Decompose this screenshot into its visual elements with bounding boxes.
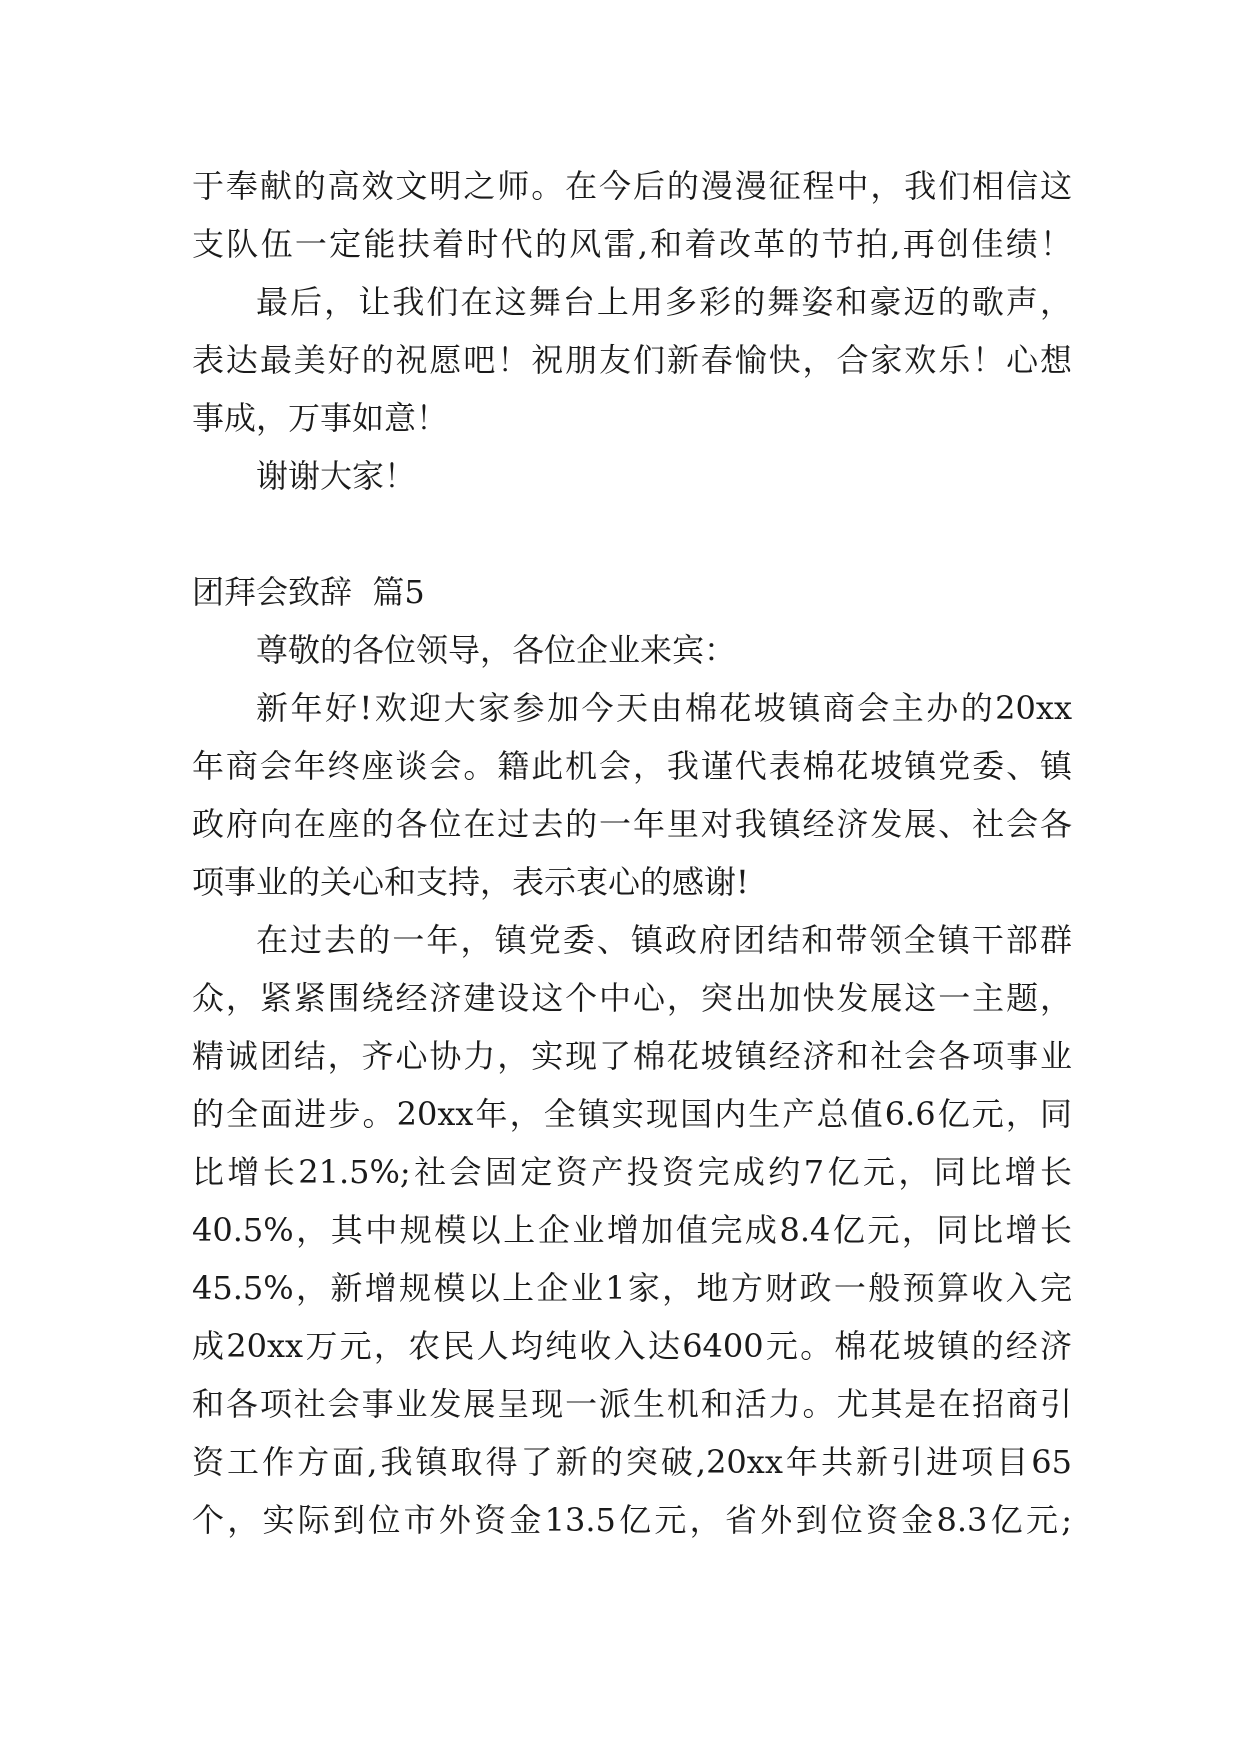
paragraph-line: 事成，万事如意！ — [192, 399, 449, 437]
paragraph-line: 和各项社会事业发展呈现一派生机和活力。尤其是在招商引 — [192, 1385, 1072, 1423]
paragraph-line: 45.5%，新增规模以上企业1家，地方财政一般预算收入完 — [192, 1269, 1072, 1307]
paragraph-line: 于奉献的高效文明之师。在今后的漫漫征程中，我们相信这 — [192, 167, 1072, 205]
paragraph-line: 众，紧紧围绕经济建设这个中心，突出加快发展这一主题， — [192, 979, 1072, 1017]
paragraph-line: 年商会年终座谈会。籍此机会，我谨代表棉花坡镇党委、镇 — [192, 747, 1072, 785]
thanks-line: 谢谢大家！ — [256, 457, 417, 495]
paragraph-line: 表达最美好的祝愿吧！祝朋友们新春愉快，合家欢乐！心想 — [192, 341, 1072, 379]
paragraph-line: 项事业的关心和支持，表示衷心的感谢! — [192, 863, 749, 901]
paragraph-line: 个，实际到位市外资金13.5亿元，省外到位资金8.3亿元; — [192, 1501, 1072, 1539]
greeting-line: 尊敬的各位领导，各位企业来宾： — [256, 631, 737, 669]
section-gap — [192, 505, 1072, 563]
paragraph-line: 支队伍一定能扶着时代的风雷,和着改革的节拍,再创佳绩！ — [192, 225, 1072, 263]
document-body — [192, 157, 1072, 1549]
paragraph-line: 资工作方面,我镇取得了新的突破,20xx年共新引进项目65 — [192, 1443, 1072, 1481]
paragraph-line: 的全面进步。20xx年，全镇实现国内生产总值6.6亿元，同 — [192, 1095, 1072, 1133]
paragraph-line: 精诚团结，齐心协力，实现了棉花坡镇经济和社会各项事业 — [192, 1037, 1072, 1075]
paragraph-line: 最后，让我们在这舞台上用多彩的舞姿和豪迈的歌声， — [256, 283, 1072, 321]
paragraph-line: 政府向在座的各位在过去的一年里对我镇经济发展、社会各 — [192, 805, 1072, 843]
paragraph-line: 40.5%，其中规模以上企业增加值完成8.4亿元，同比增长 — [192, 1211, 1072, 1249]
paragraph-line: 比增长21.5%;社会固定资产投资完成约7亿元，同比增长 — [192, 1153, 1072, 1191]
section-title: 团拜会致辞 篇5 — [192, 573, 425, 611]
paragraph-line: 成20xx万元，农民人均纯收入达6400元。棉花坡镇的经济 — [192, 1327, 1072, 1365]
paragraph-line: 新年好!欢迎大家参加今天由棉花坡镇商会主办的20xx — [256, 689, 1072, 727]
paragraph-line: 在过去的一年，镇党委、镇政府团结和带领全镇干部群 — [256, 921, 1072, 959]
